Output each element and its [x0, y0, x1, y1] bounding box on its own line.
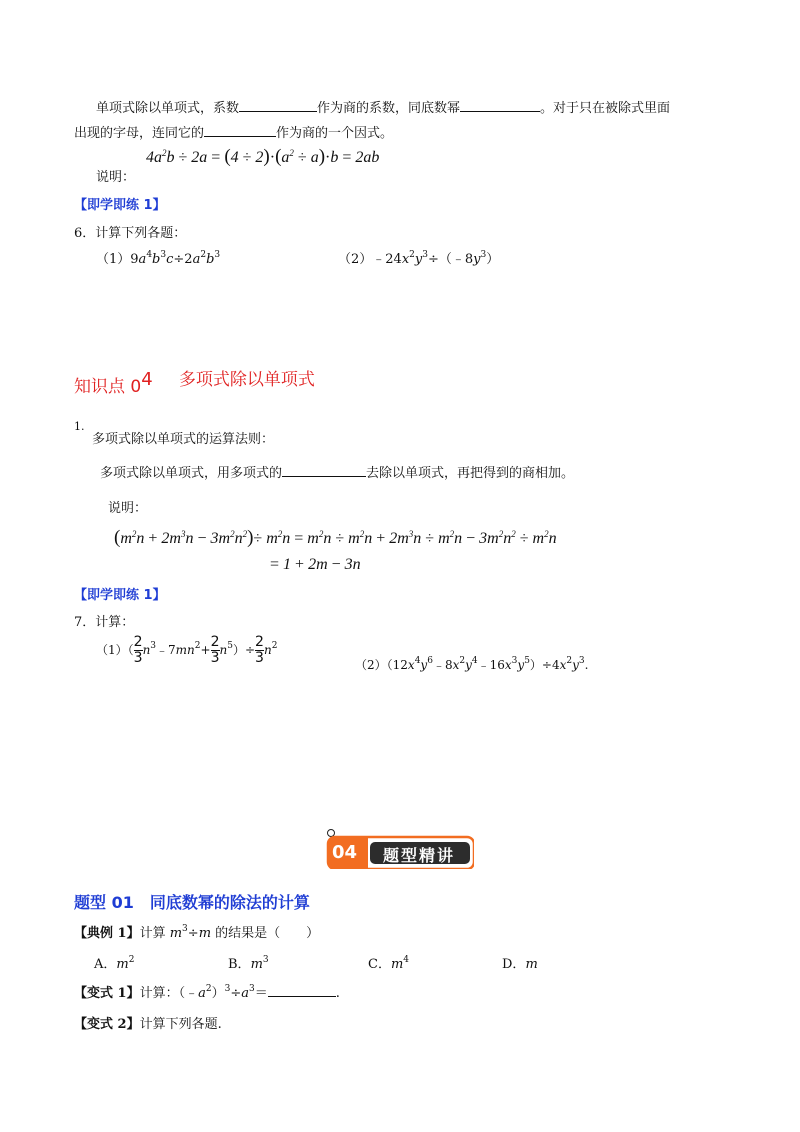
- q7-part2: $(2)(12x^4y^6﹣8x^2y^4﹣16x^3y^5)\div 4x^2y^3$.: [355, 656, 589, 672]
- example1-label: 【典例 1】: [74, 926, 140, 941]
- q6-part2: $(2)﹣24x^2y^3\div(﹣8y^3)$: [338, 250, 500, 267]
- banner-number: 04: [332, 842, 358, 863]
- kp04-item-num: 1.: [74, 420, 85, 433]
- variant2: [74, 1013, 222, 1032]
- q6-part1: $(1)9a^4b^3c\div 2a^2b^3$: [96, 250, 221, 267]
- option-d[interactable]: D．m: [502, 957, 538, 972]
- example1-text: 计算 $m^3\div m$ 的结果是（ ）: [139, 924, 320, 941]
- variant2-label: 【变式 2】: [74, 1017, 140, 1032]
- variant1: 【变式 1】计算：$(﹣a^2)^3\div a^3=$ .: [74, 984, 340, 1001]
- variant1-text: 计算：$(﹣a^2)^3\div a^3=$: [139, 984, 268, 1001]
- kp04-note: 说明：: [108, 501, 148, 516]
- type01-title: 题型 01 同底数幂的除法的计算: [74, 893, 310, 912]
- kp04-prefix: 知识点 0: [74, 377, 142, 397]
- kp04-heading: [74, 369, 315, 397]
- rule-text-d: 出现的字母，连同它的: [74, 126, 205, 141]
- rule-line-1: [96, 97, 670, 116]
- example1: [74, 922, 319, 941]
- q7-part1: （1）（ $\frac{2}{3}$ $n^3﹣7mn^2+$ $\frac{2}{3}$ $n^5)\div$ $\frac{2}{3}$ $n^2$: [96, 634, 278, 666]
- rule-text-e: 作为商的一个因式。: [276, 126, 394, 141]
- rule-text-b: 作为商的系数，同底数幂: [317, 101, 461, 116]
- q6-stem: 6．计算下列各题：: [74, 226, 187, 241]
- kp04-num: 4: [141, 369, 153, 390]
- formula-polynomial-line1: $(m^2n + 2m^3n - 3m^2n^2)\div m^2n = m^2n \div m^2n + 2m^3n \div m^2n - 3m^2n^2 \div m^2n$: [114, 527, 557, 548]
- kp04-rule-b: 去除以单项式，再把得到的商相加。: [366, 466, 575, 481]
- practice-label-1: 【即学即练 1】: [74, 198, 166, 213]
- banner-title: 题型精讲: [383, 846, 456, 865]
- blank-letter-exponent[interactable]: [204, 123, 276, 137]
- blank-coefficient[interactable]: [239, 98, 317, 112]
- rule-line-2: [74, 122, 393, 141]
- practice-label-2: 【即学即练 1】: [74, 588, 166, 603]
- note-label: 说明：: [96, 170, 136, 185]
- variant1-label: 【变式 1】: [74, 986, 140, 1001]
- kp04-title: 多项式除以单项式: [178, 370, 315, 390]
- kp04-item-text: 多项式除以单项式的运算法则：: [92, 432, 275, 447]
- option-c[interactable]: C．$m^4$: [368, 955, 410, 972]
- formula-polynomial-line2: = 1 + 2m − 3n: [270, 556, 361, 573]
- q7-stem: 7．计算：: [74, 615, 135, 630]
- formula-monomial: $4a^2b \div 2a = (4 \div 2)\cdot(a^2 \div a)\cdot b = 2ab$: [146, 146, 380, 167]
- section-banner: [326, 829, 474, 869]
- kp04-rule-a: 多项式除以单项式，用多项式的: [100, 466, 283, 481]
- fraction-2-3-a: $\frac{2}{3}$: [133, 634, 143, 666]
- variant2-text: 计算下列各题.: [139, 1017, 222, 1032]
- fraction-2-3-c: $\frac{2}{3}$: [255, 634, 264, 666]
- blank-variant1[interactable]: [268, 983, 336, 997]
- option-b[interactable]: B．$m^3$: [228, 955, 269, 972]
- rule-text-c: 。对于只在被除式里面: [540, 101, 671, 116]
- blank-each-term[interactable]: [282, 463, 366, 477]
- fraction-2-3-b: $\frac{2}{3}$: [210, 634, 220, 666]
- kp04-rule: [100, 462, 574, 481]
- option-a[interactable]: A．$m^2$: [94, 955, 135, 972]
- rule-text-a: 单项式除以单项式，系数: [96, 101, 240, 116]
- blank-same-base[interactable]: [460, 98, 540, 112]
